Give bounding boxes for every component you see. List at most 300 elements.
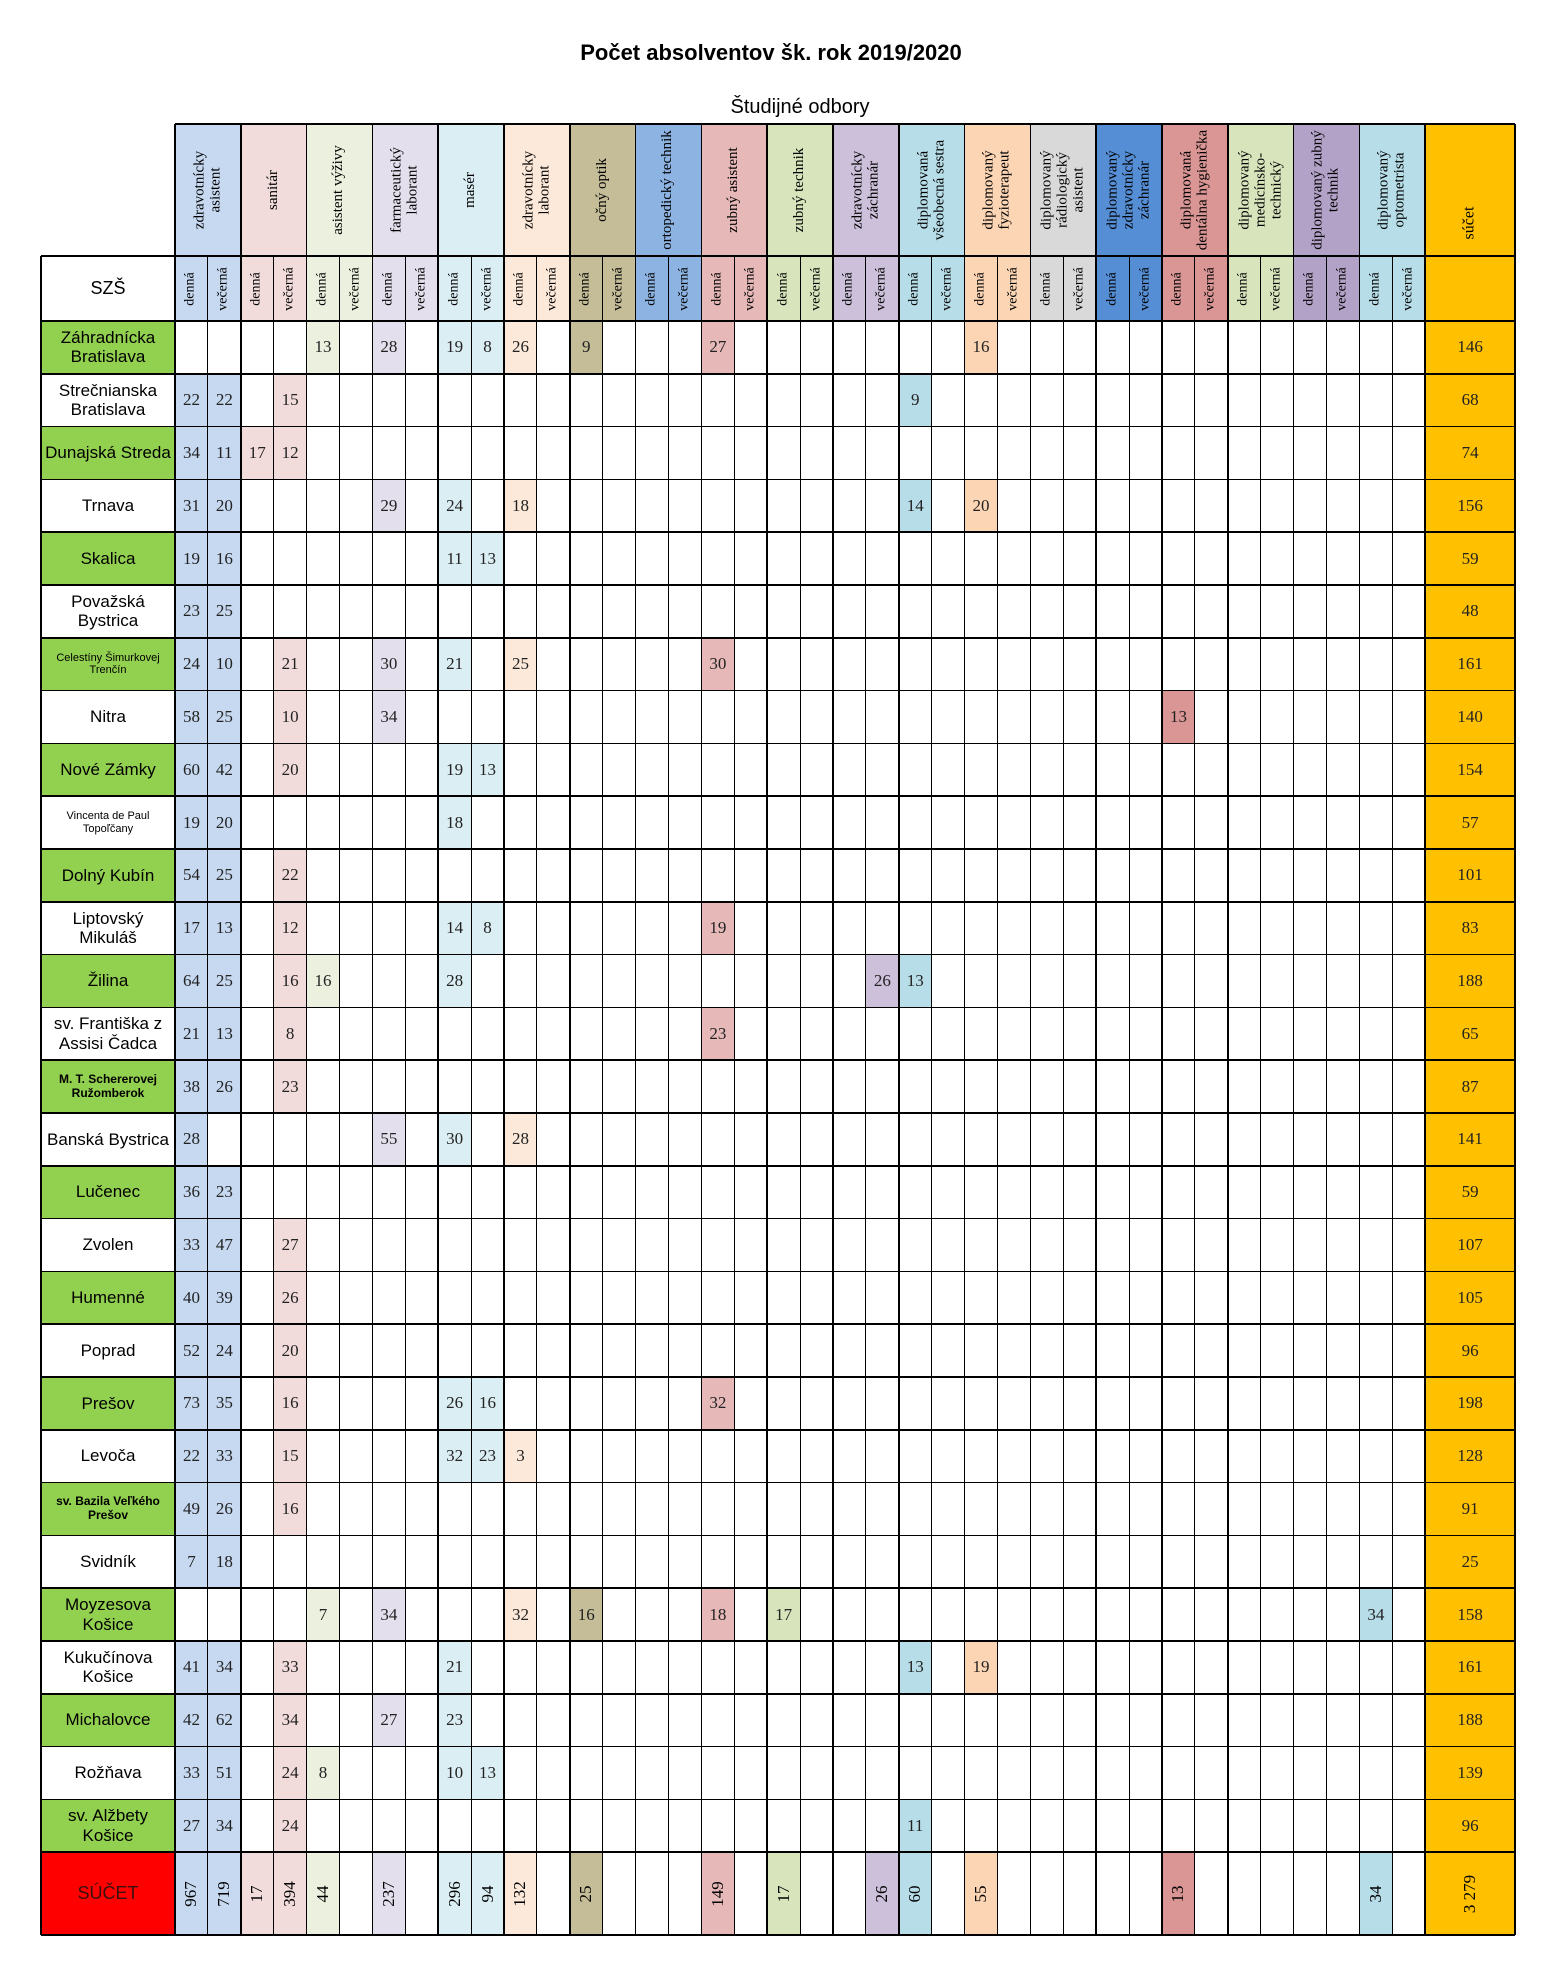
value-cell: 22 [208,374,241,427]
value-cell: 22 [175,1430,208,1483]
school-name: Poprad [41,1324,175,1377]
school-name: Nové Zámky [41,743,175,796]
grid-line-v [372,124,374,1935]
shift-label: večerná [939,266,955,311]
grid-line-v [1326,256,1327,1935]
field-header-label: diplomovaný zdravotnícky záchranár [1104,150,1152,230]
value-cell: 34 [208,1799,241,1852]
value-cell: 10 [438,1747,471,1800]
shift-label: večerná [873,266,889,311]
value-cell: 28 [175,1113,208,1166]
grid-line-v [1095,124,1097,1935]
school-name: sv. Alžbety Košice [41,1799,175,1852]
school-name: Nitra [41,691,175,744]
value-cell: 25 [504,638,537,691]
grid-line-v [306,124,308,1935]
shift-label: večerná [544,266,560,311]
shift-label: večerná [1137,266,1153,311]
field-header-label: diplomovaný medicínsko-technický [1236,150,1284,230]
value-cell: 14 [438,902,471,955]
school-name: Michalovce [41,1694,175,1747]
value-cell: 26 [866,955,899,1008]
value-cell: 24 [175,638,208,691]
shift-header [307,256,340,321]
value-cell: 11 [208,427,241,480]
field-header [636,124,702,256]
shift-label: večerná [281,266,297,311]
sum-value: 94 [477,1885,497,1903]
row-total: 188 [1425,955,1515,1008]
shift-label: denná [841,271,857,306]
shift-header [800,256,833,321]
value-cell: 31 [175,479,208,532]
value-cell: 24 [208,1324,241,1377]
row-total: 107 [1425,1219,1515,1272]
field-header-label: diplomovaná všeobecná sestra [914,139,947,241]
value-cell: 13 [1162,691,1195,744]
sum-value-cell [965,1852,998,1935]
grid-line-v [339,256,340,1935]
shift-label: večerná [676,266,692,311]
shift-label: denná [446,271,462,306]
row-total: 161 [1425,638,1515,691]
value-cell: 19 [438,321,471,374]
row-total: 87 [1425,1060,1515,1113]
shift-label: večerná [610,266,626,311]
value-cell: 73 [175,1377,208,1430]
value-cell: 12 [274,902,307,955]
row-total: 68 [1425,374,1515,427]
value-cell: 20 [274,1324,307,1377]
grid-line-v [437,124,439,1935]
shift-label: večerná [1334,266,1350,311]
shift-header [899,256,932,321]
sum-value-cell [899,1852,932,1935]
value-cell: 24 [274,1747,307,1800]
field-header-label: zubný technik [791,147,808,233]
value-cell: 17 [175,902,208,955]
school-name: Záhradnícka Bratislava [41,321,175,374]
sum-value: 719 [214,1880,234,1907]
value-cell: 34 [274,1694,307,1747]
value-cell: 17 [767,1588,800,1641]
shift-label: večerná [1400,266,1416,311]
value-cell: 23 [471,1430,504,1483]
shift-label: denná [1104,271,1120,306]
grid-line-v [1063,256,1064,1935]
value-cell: 51 [208,1747,241,1800]
shift-header [471,256,504,321]
shift-header [274,256,307,321]
grid-line-v [1227,124,1229,1935]
field-header [307,124,373,256]
row-total: 188 [1425,1694,1515,1747]
value-cell: 33 [274,1641,307,1694]
value-cell: 24 [274,1799,307,1852]
sum-value: 60 [905,1885,925,1903]
value-cell: 15 [274,374,307,427]
shift-header [438,256,471,321]
value-cell: 13 [471,743,504,796]
value-cell: 21 [438,1641,471,1694]
value-cell: 28 [372,321,405,374]
value-cell: 26 [208,1483,241,1536]
value-cell: 18 [438,796,471,849]
shift-label: večerná [1268,266,1284,311]
field-header [1359,124,1425,256]
sum-value-cell [175,1852,208,1935]
shift-label: denná [183,271,199,306]
value-cell: 18 [504,479,537,532]
shift-label: denná [1301,271,1317,306]
grand-total-value: 3 279 [1460,1874,1480,1913]
shift-header [1162,256,1195,321]
value-cell: 13 [899,1641,932,1694]
shift-header [932,256,965,321]
value-cell: 13 [208,1007,241,1060]
row-total: 59 [1425,532,1515,585]
shift-label: večerná [1005,266,1021,311]
value-cell: 26 [208,1060,241,1113]
field-header [767,124,833,256]
sum-value-cell [866,1852,899,1935]
grid-line-v [997,256,998,1935]
shift-header [1030,256,1063,321]
sum-row-label: SÚČET [41,1852,175,1935]
sum-value: 149 [707,1880,727,1907]
field-header [570,124,636,256]
sum-value-cell [1359,1852,1392,1935]
value-cell: 23 [701,1007,734,1060]
value-cell: 27 [372,1694,405,1747]
row-total: 48 [1425,585,1515,638]
shift-label: večerná [413,266,429,311]
field-header [1162,124,1228,256]
grid-line-v [174,124,176,1935]
school-column-header: SZŠ [90,278,126,299]
shift-header [1327,256,1360,321]
grid-line-v [800,256,801,1935]
row-total: 59 [1425,1166,1515,1219]
sum-value-cell [274,1852,307,1935]
value-cell: 13 [471,532,504,585]
field-header-label: diplomovaný rádiologický asistent [1038,150,1087,230]
value-cell: 21 [274,638,307,691]
field-header-label: sanitár [264,170,281,210]
school-name: Trnava [41,479,175,532]
sum-value: 26 [872,1885,892,1903]
shift-label: denná [314,271,330,306]
sum-value: 55 [971,1885,991,1903]
school-name: Humenné [41,1271,175,1324]
value-cell: 38 [175,1060,208,1113]
value-cell: 27 [701,321,734,374]
school-name: Zvolen [41,1219,175,1272]
value-cell: 15 [274,1430,307,1483]
shift-label: večerná [1202,266,1218,311]
grid-line-v [1514,124,1516,1935]
school-name: Rožňava [41,1747,175,1800]
field-header-label: diplomovaný optometrista [1375,150,1408,230]
value-cell: 8 [274,1007,307,1060]
value-cell: 18 [701,1588,734,1641]
value-cell: 10 [208,638,241,691]
field-header [701,124,767,256]
field-header [241,124,307,256]
value-cell: 21 [175,1007,208,1060]
value-cell: 30 [701,638,734,691]
value-cell: 9 [570,321,603,374]
grid-line-v [1260,256,1261,1935]
row-total: 65 [1425,1007,1515,1060]
grid-line-v [766,124,768,1935]
value-cell: 64 [175,955,208,1008]
page-title: Počet absolventov šk. rok 2019/2020 [580,40,962,65]
shift-header [1195,256,1228,321]
grid-line-h [175,123,1515,125]
grid-line-v [964,124,966,1935]
field-header [965,124,1031,256]
shift-header [537,256,570,321]
shift-label: denná [709,271,725,306]
sum-value: 17 [247,1885,267,1903]
shift-label: denná [906,271,922,306]
field-header [1030,124,1096,256]
school-name: Považská Bystrica [41,585,175,638]
value-cell: 8 [471,902,504,955]
row-total: 154 [1425,743,1515,796]
value-cell: 19 [438,743,471,796]
shift-header [669,256,702,321]
shift-header [1392,256,1425,321]
school-name: sv. Františka z Assisi Čadca [41,1007,175,1060]
shift-label: večerná [479,266,495,311]
value-cell: 13 [471,1747,504,1800]
school-name: Banská Bystrica [41,1113,175,1166]
sum-value: 394 [280,1880,300,1907]
field-header [833,124,899,256]
sum-value-cell [701,1852,734,1935]
row-total: 25 [1425,1535,1515,1588]
value-cell: 28 [504,1113,537,1166]
row-total: 128 [1425,1430,1515,1483]
row-total: 101 [1425,849,1515,902]
row-total: 96 [1425,1799,1515,1852]
value-cell: 54 [175,849,208,902]
value-cell: 23 [175,585,208,638]
grid-line-v [602,256,603,1935]
field-header-label: farmaceutický laborant [388,147,421,233]
value-cell: 29 [372,479,405,532]
value-cell: 27 [175,1799,208,1852]
value-cell: 34 [175,427,208,480]
shift-label: denná [248,271,264,306]
value-cell: 32 [438,1430,471,1483]
row-total: 83 [1425,902,1515,955]
field-header-label: diplomovaný fyzioterapeut [980,150,1013,230]
value-cell: 13 [307,321,340,374]
value-cell: 28 [438,955,471,1008]
value-cell: 30 [438,1113,471,1166]
row-total: 140 [1425,691,1515,744]
school-name: Moyzesova Košice [41,1588,175,1641]
school-name: Vincenta de Paul Topoľčany [41,796,175,849]
value-cell: 20 [965,479,998,532]
value-cell: 26 [504,321,537,374]
field-header [504,124,570,256]
value-cell: 18 [208,1535,241,1588]
value-cell: 19 [175,796,208,849]
field-header [438,124,504,256]
field-header [1294,124,1360,256]
shift-header [767,256,800,321]
row-total: 57 [1425,796,1515,849]
shift-header [1096,256,1129,321]
value-cell: 36 [175,1166,208,1219]
value-cell: 16 [274,1483,307,1536]
shift-header [175,256,208,321]
value-cell: 19 [701,902,734,955]
shift-label: denná [577,271,593,306]
value-cell: 16 [965,321,998,374]
sum-value-cell [1162,1852,1195,1935]
value-cell: 62 [208,1694,241,1747]
value-cell: 16 [471,1377,504,1430]
grid-line-v [1194,256,1195,1935]
value-cell: 42 [175,1694,208,1747]
grid-line-v [1129,256,1130,1935]
shift-header [701,256,734,321]
grid-line-v [832,124,834,1935]
shift-header [866,256,899,321]
value-cell: 11 [899,1799,932,1852]
shift-header [1063,256,1096,321]
row-total: 96 [1425,1324,1515,1377]
row-total: 105 [1425,1271,1515,1324]
school-name: Prešov [41,1377,175,1430]
value-cell: 55 [372,1113,405,1166]
value-cell: 13 [208,902,241,955]
school-name: Strečnianska Bratislava [41,374,175,427]
sum-value: 237 [378,1880,398,1907]
shift-header [241,256,274,321]
value-cell: 22 [274,849,307,902]
shift-header [372,256,405,321]
grid-line-v [273,256,274,1935]
school-name: Žilina [41,955,175,1008]
value-cell: 41 [175,1641,208,1694]
row-total: 161 [1425,1641,1515,1694]
value-cell: 52 [175,1324,208,1377]
row-total: 141 [1425,1113,1515,1166]
shift-header [340,256,373,321]
grid-line-v [701,124,703,1935]
shift-label: denná [775,271,791,306]
value-cell: 34 [372,1588,405,1641]
value-cell: 17 [241,427,274,480]
sum-header-label: súčet [1460,206,1478,239]
field-header [175,124,241,256]
school-name: Levoča [41,1430,175,1483]
value-cell: 13 [899,955,932,1008]
value-cell: 58 [175,691,208,744]
value-cell: 7 [307,1588,340,1641]
shift-header [636,256,669,321]
field-header [372,124,438,256]
value-cell: 25 [208,955,241,1008]
value-cell: 25 [208,691,241,744]
school-name: Dolný Kubín [41,849,175,902]
value-cell: 23 [438,1694,471,1747]
sum-value: 17 [773,1885,793,1903]
value-cell: 8 [471,321,504,374]
row-total: 156 [1425,479,1515,532]
value-cell: 25 [208,585,241,638]
value-cell: 23 [274,1060,307,1113]
sum-value-cell [570,1852,603,1935]
value-cell: 19 [965,1641,998,1694]
sum-value-cell [438,1852,471,1935]
grid-line-v [1030,124,1032,1935]
sum-value-cell [471,1852,504,1935]
value-cell: 8 [307,1747,340,1800]
field-header-label: asistent výživy [330,145,347,235]
sum-value-cell [241,1852,274,1935]
value-cell: 30 [372,638,405,691]
value-cell: 26 [438,1377,471,1430]
value-cell: 39 [208,1271,241,1324]
shift-label: denná [380,271,396,306]
shift-label: večerná [347,266,363,311]
shift-header [1294,256,1327,321]
value-cell: 23 [208,1166,241,1219]
value-cell: 32 [504,1588,537,1641]
school-name: Skalica [41,532,175,585]
sum-value: 13 [1168,1885,1188,1903]
value-cell: 10 [274,691,307,744]
value-cell: 12 [274,427,307,480]
value-cell: 33 [175,1219,208,1272]
shift-header [1359,256,1392,321]
row-total: 91 [1425,1483,1515,1536]
value-cell: 16 [570,1588,603,1641]
value-cell: 16 [274,955,307,1008]
row-total: 74 [1425,427,1515,480]
field-header [899,124,965,256]
value-cell: 14 [899,479,932,532]
shift-header [603,256,636,321]
value-cell: 47 [208,1219,241,1272]
grid-line-v [635,124,637,1935]
shift-label: denná [1235,271,1251,306]
value-cell: 42 [208,743,241,796]
shift-label: denná [1367,271,1383,306]
value-cell: 33 [175,1747,208,1800]
shift-header [734,256,767,321]
shift-header [570,256,603,321]
shift-label: denná [1170,271,1186,306]
sum-value-cell [208,1852,241,1935]
grid-line-v [898,124,900,1935]
value-cell: 27 [274,1219,307,1272]
shift-label: večerná [215,266,231,311]
shift-header [405,256,438,321]
sum-value: 34 [1365,1885,1385,1903]
grid-line-v [1424,124,1426,1935]
sum-column-header [1425,124,1515,321]
school-name: Celestíny Šimurkovej Trenčín [41,638,175,691]
value-cell: 7 [175,1535,208,1588]
